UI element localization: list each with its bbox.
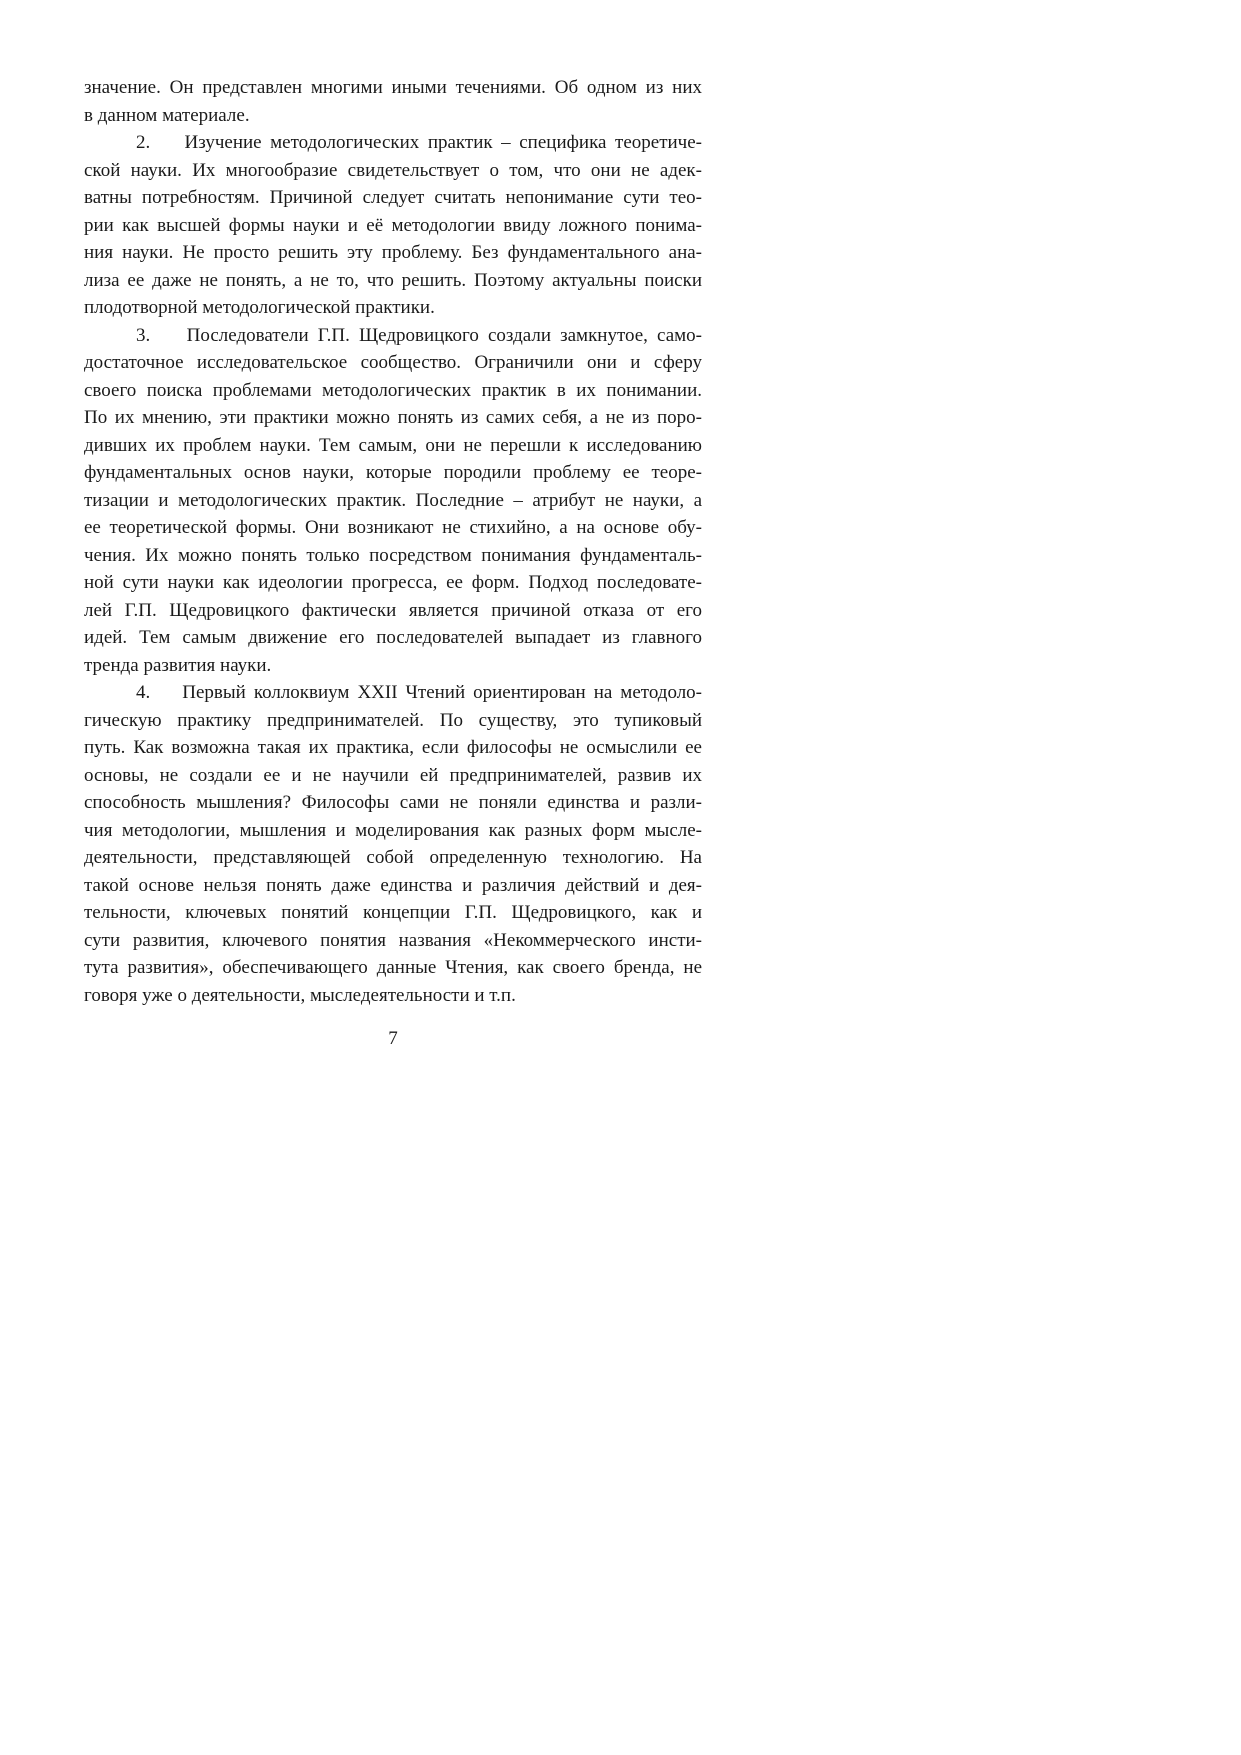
paragraph-4 [84,679,702,1009]
text-line: гическую практику предпринимателей. По существу, это тупиковый [84,709,702,731]
page-number: 7 [388,1028,398,1049]
text-line: деятельности, представляющей собой определенную технологию. На [84,847,702,868]
text-line: ее теоретической формы. Они возникают не стихийно, а на основе обу- [84,517,702,538]
text-line: рии как высшей формы науки и её методологии ввиду ложного понима- [84,214,702,236]
text-line: ватны потребностям. Причиной следует считать непонимание сути тео- [84,187,702,208]
text-line: способность мышления? Философы сами не поняли единства и разли- [84,792,702,813]
text-line: 2. Изучение методологических практик – специфика теоретиче- [136,132,702,153]
text-line: лиза ее даже не понять, а не то, что решить. Поэтому актуальны поиски [84,269,702,291]
text-line: сути развития, ключевого понятия названия «Некоммерческого инсти- [84,929,702,951]
text-line: ной сути науки как идеологии прогресса, ее форм. Подход последовате- [84,572,702,593]
text-line: тута развития», обеспечивающего данные Чтения, как своего бренда, не [84,957,702,978]
text-line: тельности, ключевых понятий концепции Г.П. Щедровицкого, как и [84,902,702,923]
text-line: ния науки. Не просто решить эту проблему. Без фундаментального ана- [84,242,702,263]
paragraph-2 [84,129,702,322]
text-line: говоря уже о деятельности, мыследеятельности и т.п. [84,984,516,1006]
text-line: дивших их проблем науки. Тем самым, они не перешли к исследованию [84,434,702,456]
text-line: ской науки. Их многообразие свидетельствует о том, что они не адек- [84,159,702,181]
text-line: фундаментальных основ науки, которые породили проблему ее теоре- [84,462,702,483]
text-line: По их мнению, эти практики можно понять из самих себя, а не из поро- [84,407,702,428]
text-line: путь. Как возможна такая их практика, если философы не осмыслили ее [84,737,702,758]
text-line: 4. Первый коллоквиум XXII Чтений ориентирован на методоло- [136,682,702,703]
text-line: чия методологии, мышления и моделирования как разных форм мысле- [84,819,702,841]
text-line: в данном материале. [84,104,250,126]
text-line: достаточное исследовательское сообщество. Ограничили они и сферу [84,352,702,373]
text-line: своего поиска проблемами методологических практик в их понимании. [84,379,702,401]
text-line: тизации и методологических практик. Последние – атрибут не науки, а [84,489,702,511]
paragraph-continuation [84,74,702,129]
text-line: идей. Тем самым движение его последователей выпадает из главного [84,627,702,648]
text-line: плодотворной методологической практики. [84,297,435,318]
text-line: тренда развития науки. [84,654,272,676]
text-line: чения. Их можно понять только посредством понимания фундаменталь- [84,544,702,566]
text-line: 3. Последователи Г.П. Щедровицкого создали замкнутое, само- [136,324,702,346]
text-block [84,74,702,1053]
text-line: лей Г.П. Щедровицкого фактически является причиной отказа от его [84,599,702,621]
paragraph-3 [84,322,702,680]
text-line: основы, не создали ее и не научили ей предпринимателей, развив их [84,764,702,786]
text-line: такой основе нельзя понять даже единства и различия действий и дея- [84,874,702,896]
text-line: значение. Он представлен многими иными течениями. Об одном из них [84,77,702,98]
